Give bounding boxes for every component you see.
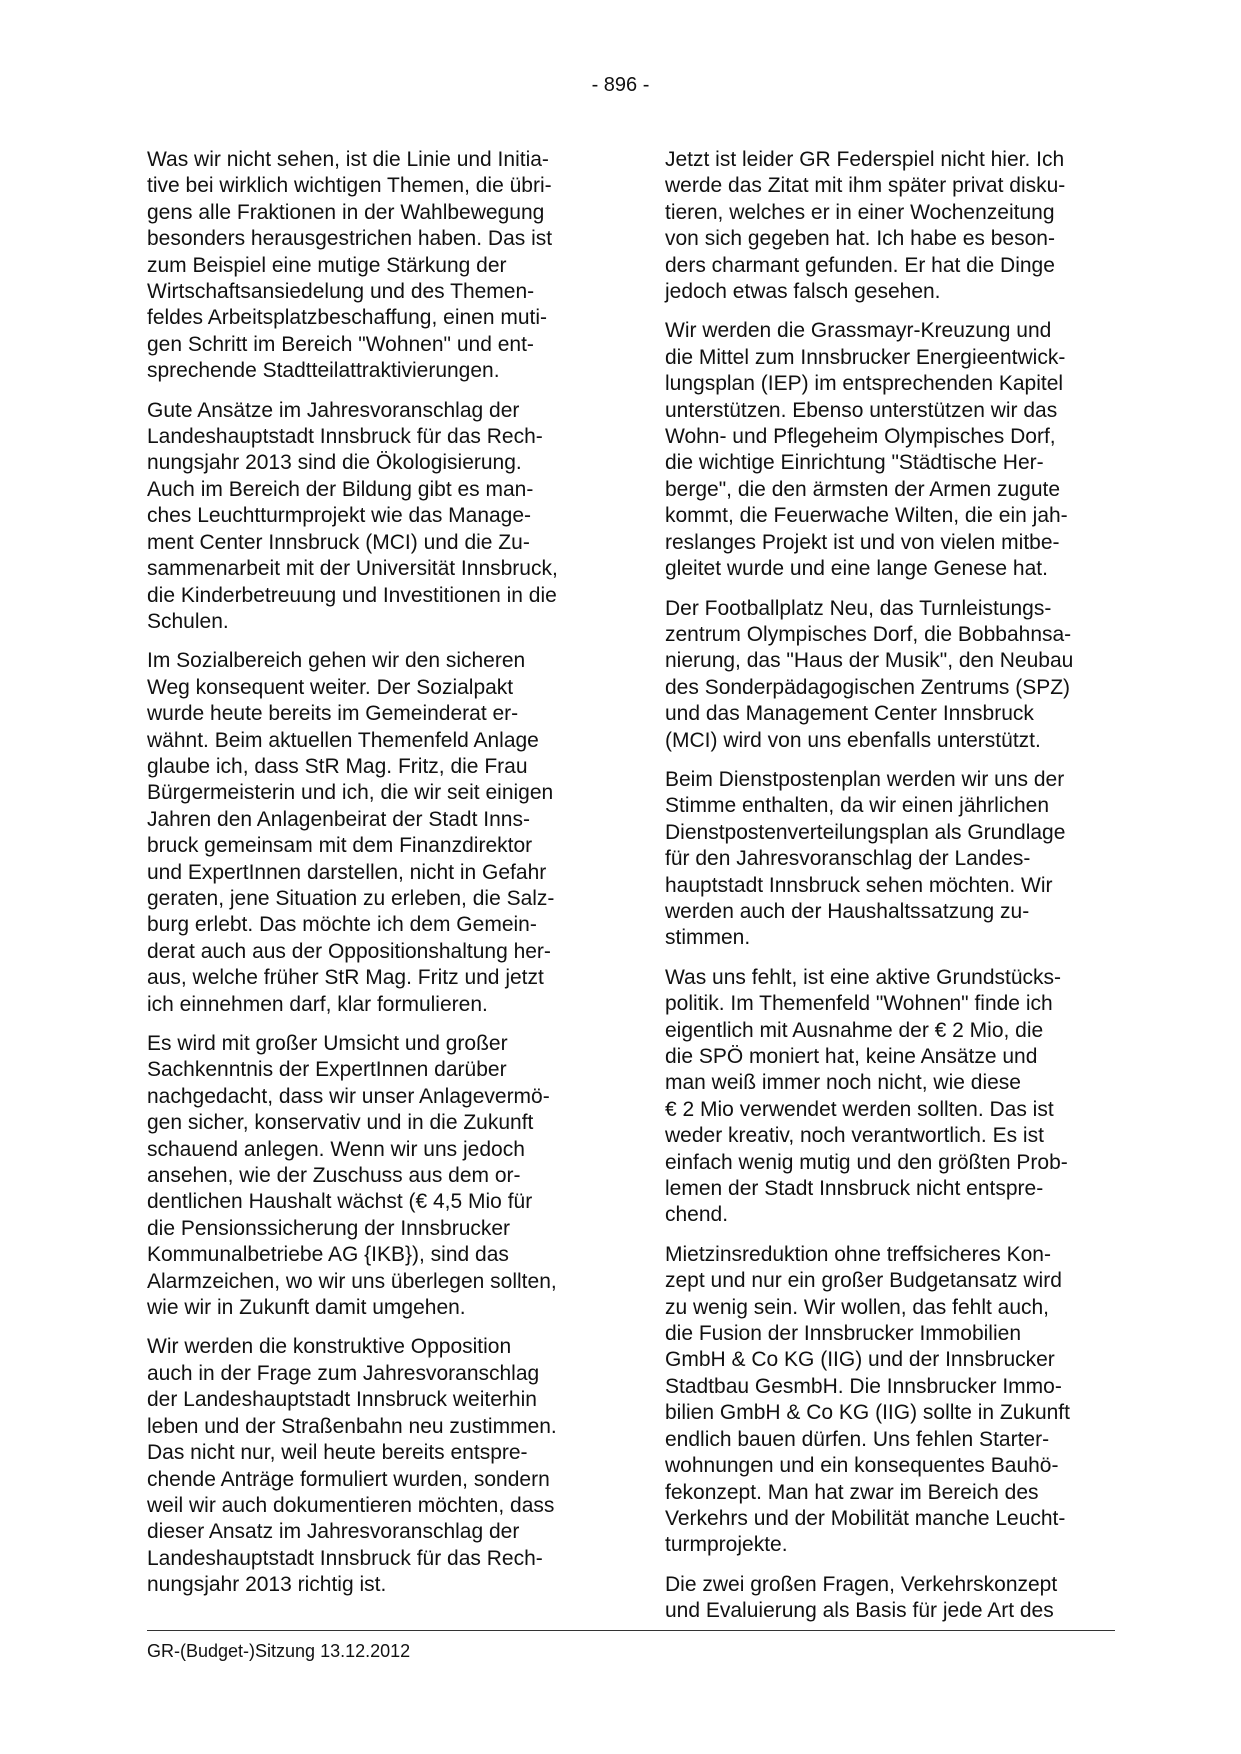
text-line: politik. Im Themenfeld "Wohnen" finde ich: [665, 992, 1053, 1016]
text-line: tive bei wirklich wichtigen Themen, die übri-: [147, 174, 552, 198]
text-line: ders charmant gefunden. Er hat die Dinge: [665, 253, 1055, 277]
text-line: gen Schritt im Bereich "Wohnen" und ent-: [147, 332, 534, 356]
text-line: wohnungen und ein konsequentes Bauhö-: [665, 1454, 1059, 1478]
text-line: werden auch der Haushaltssatzung zu-: [665, 899, 1030, 923]
text-line: Sachkenntnis der ExpertInnen darüber: [147, 1058, 507, 1082]
text-line: die Fusion der Innsbrucker Immobilien: [665, 1322, 1021, 1346]
text-line: Mietzinsreduktion ohne treffsicheres Kon-: [665, 1242, 1051, 1266]
text-column-left: [147, 147, 605, 1612]
text-line: auch in der Frage zum Jahresvoranschlag: [147, 1361, 540, 1385]
text-line: und Evaluierung als Basis für jede Art des: [665, 1599, 1054, 1623]
text-line: Auch im Bereich der Bildung gibt es man-: [147, 477, 534, 501]
text-line: aus, welche früher StR Mag. Fritz und jetzt: [147, 966, 544, 990]
text-line: ansehen, wie der Zuschuss aus dem or-: [147, 1164, 521, 1188]
paragraph: [147, 1031, 605, 1321]
text-line: die Pensionssicherung der Innsbrucker: [147, 1216, 511, 1240]
paragraph: [665, 1572, 1123, 1625]
text-line: sprechende Stadtteilattraktivierungen.: [147, 359, 500, 383]
text-line: lungsplan (IEP) im entsprechenden Kapitel: [665, 372, 1064, 396]
text-line: Stadtbau GesmbH. Die Innsbrucker Immo-: [665, 1374, 1062, 1398]
text-line: reslanges Projekt ist und von vielen mitbe-: [665, 530, 1060, 554]
text-line: zept und nur ein großer Budgetansatz wird: [665, 1269, 1062, 1293]
text-line: besonders herausgestrichen haben. Das ist: [147, 227, 553, 251]
page-number: - 896 -: [591, 74, 650, 96]
text-line: geraten, jene Situation zu erleben, die Salz-: [147, 886, 555, 910]
text-line: Es wird mit großer Umsicht und großer: [147, 1032, 508, 1055]
text-line: wie wir in Zukunft damit umgehen.: [147, 1296, 466, 1320]
paragraph: [665, 147, 1123, 305]
text-line: ment Center Innsbruck (MCI) und die Zu-: [147, 530, 530, 554]
text-line: feldes Arbeitsplatzbeschaffung, einen muti-: [147, 306, 548, 330]
text-line: endlich bauen dürfen. Uns fehlen Starter-: [665, 1427, 1050, 1451]
text-line: Dienstpostenverteilungsplan als Grundlage: [665, 820, 1066, 844]
text-line: und ExpertInnen darstellen, nicht in Gefahr: [147, 860, 547, 884]
text-line: weil wir auch dokumentieren möchten, dass: [147, 1493, 555, 1517]
text-line: die Mittel zum Innsbrucker Energieentwick-: [665, 345, 1066, 369]
text-column-right: [665, 147, 1123, 1638]
text-line: Wirtschaftsansiedelung und des Themen-: [147, 280, 535, 304]
text-line: die SPÖ moniert hat, keine Ansätze und: [665, 1045, 1038, 1068]
paragraph: [147, 1334, 605, 1598]
text-line: sammenarbeit mit der Universität Innsbruck,: [147, 557, 558, 581]
text-line: man weiß immer noch nicht, wie diese: [665, 1071, 1021, 1095]
paragraph: [665, 596, 1123, 754]
text-line: burg erlebt. Das möchte ich dem Gemein-: [147, 913, 537, 937]
text-line: schauend anlegen. Wenn wir uns jedoch: [147, 1137, 525, 1161]
text-line: zentrum Olympisches Dorf, die Bobbahnsa-: [665, 622, 1072, 646]
text-line: Schulen.: [147, 609, 229, 633]
text-line: eigentlich mit Ausnahme der € 2 Mio, die: [665, 1018, 1044, 1042]
text-line: Wir werden die konstruktive Opposition: [147, 1335, 512, 1359]
text-line: lemen der Stadt Innsbruck nicht entspre-: [665, 1177, 1044, 1201]
text-line: Gute Ansätze im Jahresvoranschlag der: [147, 398, 520, 422]
text-line: weder kreativ, noch verantwortlich. Es ist: [665, 1124, 1044, 1148]
text-line: werde das Zitat mit ihm später privat disku-: [665, 174, 1066, 198]
text-line: chend.: [665, 1203, 729, 1227]
paragraph: [147, 648, 605, 1018]
text-line: dentlichen Haushalt wächst (€ 4,5 Mio für: [147, 1190, 533, 1214]
text-line: kommt, die Feuerwache Wilten, die ein jah-: [665, 504, 1068, 528]
text-line: (MCI) wird von uns ebenfalls unterstützt.: [665, 728, 1041, 752]
text-line: und das Management Center Innsbruck: [665, 702, 1034, 726]
paragraph: [665, 318, 1123, 582]
text-line: der Landeshauptstadt Innsbruck weiterhin: [147, 1388, 537, 1412]
paragraph: [147, 398, 605, 636]
footer-divider: [147, 1630, 1115, 1631]
text-line: nungsjahr 2013 richtig ist.: [147, 1573, 387, 1597]
text-line: die wichtige Einrichtung "Städtische Her-: [665, 451, 1044, 475]
text-line: Im Sozialbereich gehen wir den sicheren: [147, 649, 526, 673]
text-line: die Kinderbetreuung und Investitionen in die: [147, 583, 557, 607]
text-line: Jetzt ist leider GR Federspiel nicht hier. Ich: [665, 148, 1065, 171]
text-line: bilien GmbH & Co KG (IIG) sollte in Zukunft: [665, 1401, 1070, 1425]
text-line: tieren, welches er in einer Wochenzeitung: [665, 200, 1055, 224]
text-line: zu wenig sein. Wir wollen, das fehlt auch,: [665, 1295, 1050, 1319]
text-line: Jahren den Anlagenbeirat der Stadt Inns-: [147, 807, 530, 831]
text-line: einfach wenig mutig und den größten Prob-: [665, 1150, 1068, 1174]
text-line: fekonzept. Man hat zwar im Bereich des: [665, 1480, 1039, 1504]
text-line: Beim Dienstpostenplan werden wir uns der: [665, 767, 1065, 791]
text-line: des Sonderpädagogischen Zentrums (SPZ): [665, 675, 1071, 699]
text-line: nachgedacht, dass wir unser Anlagevermö-: [147, 1084, 550, 1108]
text-line: Bürgermeisterin und ich, die wir seit einigen: [147, 781, 554, 805]
text-line: Wir werden die Grassmayr-Kreuzung und: [665, 319, 1052, 343]
text-line: zum Beispiel eine mutige Stärkung der: [147, 253, 507, 277]
text-line: glaube ich, dass StR Mag. Fritz, die Frau: [147, 754, 528, 778]
paragraph: [665, 1242, 1123, 1559]
text-line: nungsjahr 2013 sind die Ökologisierung.: [147, 451, 522, 475]
text-line: bruck gemeinsam mit dem Finanzdirektor: [147, 834, 533, 858]
text-line: gen sicher, konservativ und in die Zukunft: [147, 1111, 534, 1135]
text-line: ich einnehmen darf, klar formulieren.: [147, 992, 488, 1016]
text-line: € 2 Mio verwendet werden sollten. Das ist: [665, 1097, 1054, 1121]
text-line: Stimme enthalten, da wir einen jährlichen: [665, 794, 1050, 818]
text-line: Was uns fehlt, ist eine aktive Grundstücks-: [665, 965, 1062, 989]
text-line: leben und der Straßenbahn neu zustimmen.: [147, 1414, 557, 1438]
text-line: derat auch aus der Oppositionshaltung her-: [147, 939, 551, 963]
text-line: GmbH & Co KG (IIG) und der Innsbrucker: [665, 1348, 1055, 1372]
text-line: hauptstadt Innsbruck sehen möchten. Wir: [665, 873, 1053, 897]
text-line: chende Anträge formuliert wurden, sondern: [147, 1467, 550, 1491]
text-line: jedoch etwas falsch gesehen.: [665, 280, 941, 304]
text-line: Was wir nicht sehen, ist die Linie und Initia-: [147, 148, 549, 171]
text-line: Landeshauptstadt Innsbruck für das Rech-: [147, 1546, 543, 1570]
text-line: wähnt. Beim aktuellen Themenfeld Anlage: [147, 728, 539, 752]
text-line: Kommunalbetriebe AG {IKB}), sind das: [147, 1243, 509, 1267]
text-line: gens alle Fraktionen in der Wahlbewegung: [147, 200, 545, 224]
text-line: von sich gegeben hat. Ich habe es beson-: [665, 227, 1055, 251]
text-line: dieser Ansatz im Jahresvoranschlag der: [147, 1520, 520, 1544]
text-line: berge", die den ärmsten der Armen zugute: [665, 477, 1061, 501]
text-line: stimmen.: [665, 926, 751, 950]
text-line: Die zwei großen Fragen, Verkehrskonzept: [665, 1572, 1058, 1596]
footer-session-label: GR-(Budget-)Sitzung 13.12.2012: [147, 1641, 411, 1661]
text-line: Der Footballplatz Neu, das Turnleistungs-: [665, 596, 1052, 620]
text-line: Alarmzeichen, wo wir uns überlegen sollten,: [147, 1269, 557, 1293]
text-line: für den Jahresvoranschlag der Landes-: [665, 847, 1031, 871]
text-line: Verkehrs und der Mobilität manche Leucht-: [665, 1506, 1066, 1530]
paragraph: [665, 767, 1123, 952]
paragraph: [665, 965, 1123, 1229]
text-line: wurde heute bereits im Gemeinderat er-: [147, 702, 519, 726]
text-line: Wohn- und Pflegeheim Olympisches Dorf,: [665, 425, 1056, 449]
text-line: nierung, das "Haus der Musik", den Neubau: [665, 649, 1074, 673]
text-line: unterstützen. Ebenso unterstützen wir das: [665, 398, 1058, 422]
text-line: gleitet wurde und eine lange Genese hat.: [665, 557, 1048, 581]
text-line: Weg konsequent weiter. Der Sozialpakt: [147, 675, 514, 699]
text-line: Landeshauptstadt Innsbruck für das Rech-: [147, 425, 543, 449]
paragraph: [147, 147, 605, 385]
text-line: Das nicht nur, weil heute bereits entspre-: [147, 1441, 528, 1465]
text-line: ches Leuchtturmprojekt wie das Manage-: [147, 504, 532, 528]
text-line: turmprojekte.: [665, 1533, 788, 1557]
